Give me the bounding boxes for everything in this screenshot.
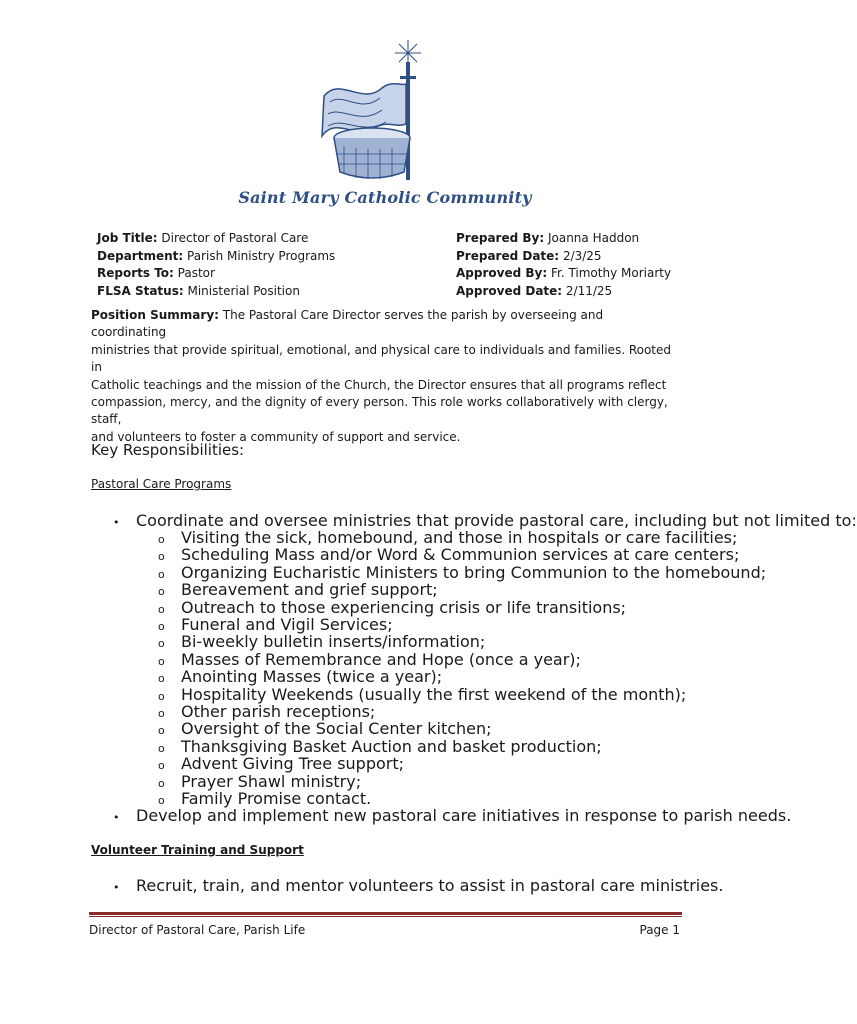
summary-line: Position Summary: The Pastoral Care Director serves the parish by overseeing and coordinating xyxy=(91,308,604,340)
list-item: • Coordinate and oversee ministries that provide pastoral care, including but not limited to: xyxy=(113,511,857,530)
sub-list-item: o Outreach to those experiencing crisis or life transitions; xyxy=(158,597,627,617)
sub-list-item: o Bereavement and grief support; xyxy=(158,580,438,600)
meta-row-prepared-by: Prepared By: Joanna Haddon xyxy=(456,231,640,245)
sub-list-item: o Bi-weekly bulletin inserts/information; xyxy=(158,632,486,652)
section-pastoral-care-programs-title: Pastoral Care Programs xyxy=(91,477,232,491)
sub-list-item: o Other parish receptions; xyxy=(158,702,376,721)
list-item: • Recruit, train, and mentor volunteers to assist in pastoral care ministries. xyxy=(113,876,724,895)
church-font-flag-icon xyxy=(310,36,455,186)
page-number: Page 1 xyxy=(639,923,680,937)
sub-list-item: o Oversight of the Social Center kitchen; xyxy=(158,719,492,739)
sub-list-item: o Masses of Remembrance and Hope (once a year); xyxy=(158,649,581,669)
sub-list-item: o Anointing Masses (twice a year); xyxy=(158,667,443,687)
sub-list-item: o Hospitality Weekends (usually the first weekend of the month); xyxy=(158,684,687,704)
summary-line: and volunteers to foster a community of support and service. xyxy=(91,429,461,444)
sub-list-item: o Scheduling Mass and/or Word & Communion services at care centers; xyxy=(158,545,740,565)
sub-list-item: o Organizing Eucharistic Ministers to bring Communion to the homebound; xyxy=(158,562,767,582)
sub-list-item: o Family Promise contact. xyxy=(158,789,372,808)
list-item: • Develop and implement new pastoral care initiatives in response to parish needs. xyxy=(113,806,792,825)
meta-row-job-title: Job Title: Director of Pastoral Care xyxy=(97,231,309,245)
sub-list-item: o Thanksgiving Basket Auction and basket production; xyxy=(158,736,602,756)
footer-title: Director of Pastoral Care, Parish Life xyxy=(89,923,306,937)
footer-rule-thin xyxy=(89,916,682,917)
key-responsibilities-heading: Key Responsibilities: xyxy=(91,441,245,459)
sub-list-item: o Funeral and Vigil Services; xyxy=(158,615,393,634)
sub-list-item: o Visiting the sick, homebound, and those in hospitals or care facilities; xyxy=(158,528,738,547)
meta-row-approved-date: Approved Date: 2/11/25 xyxy=(456,283,613,298)
summary-line: Catholic teachings and the mission of the Church, the Director ensures that all programs reflect xyxy=(91,377,667,392)
position-summary xyxy=(91,307,681,446)
meta-row-flsa-status: FLSA Status: Ministerial Position xyxy=(97,283,300,298)
meta-left xyxy=(97,230,335,300)
brand-name: Saint Mary Catholic Community xyxy=(238,188,532,207)
meta-row-department: Department: Parish Ministry Programs xyxy=(97,248,336,263)
sub-list-item: o Prayer Shawl ministry; xyxy=(158,771,362,791)
summary-line: ministries that provide spiritual, emotional, and physical care to individuals and families. Rooted in xyxy=(91,342,672,375)
meta-row-prepared-date: Prepared Date: 2/3/25 xyxy=(456,248,602,263)
bullet-marker: • xyxy=(113,811,120,824)
summary-line: compassion, mercy, and the dignity of every person. This role works collaboratively with clergy, staff, xyxy=(91,395,668,427)
bullet-marker: • xyxy=(113,516,120,529)
meta-right xyxy=(456,230,671,300)
meta-row-reports-to: Reports To: Pastor xyxy=(97,266,215,281)
meta-row-approved-by: Approved By: Fr. Timothy Moriarty xyxy=(456,266,672,281)
sub-list-item: o Advent Giving Tree support; xyxy=(158,754,405,774)
section-volunteer-training-title: Volunteer Training and Support xyxy=(91,843,304,857)
footer-rule xyxy=(89,912,682,915)
bullet-marker: • xyxy=(113,881,120,894)
